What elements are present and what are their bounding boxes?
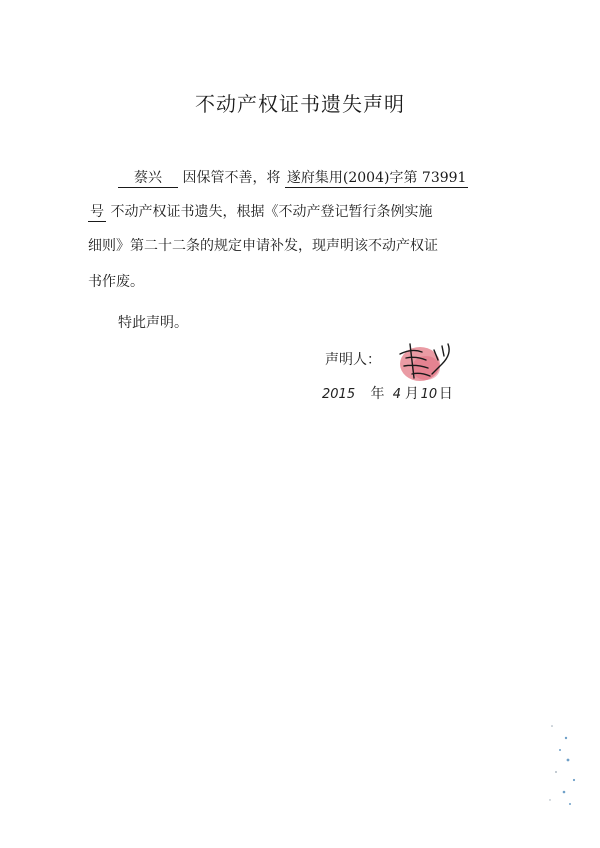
declaration-date	[322, 384, 453, 405]
paragraph-line-1	[118, 168, 468, 188]
paragraph-line-3: 细则》第二十二条的规定申请补发，现声明该不动产权证	[88, 238, 438, 254]
handwritten-signature-with-seal	[386, 334, 466, 384]
declarant-name-field: 蔡兴	[118, 169, 178, 188]
date-day-label: 日	[438, 386, 453, 402]
certificate-number-field: 遂府集用(2004)字第 73991	[286, 170, 467, 186]
closing-statement: 特此声明。	[118, 315, 188, 331]
certificate-number-tail: 号	[90, 204, 104, 220]
paragraph-line-4: 书作废。	[88, 274, 144, 290]
date-month: 4	[392, 387, 402, 402]
paragraph-text: 不动产权证书遗失，根据《不动产登记暂行条例实施	[110, 204, 433, 220]
scan-artifact-marks	[540, 720, 590, 810]
date-day: 10	[420, 387, 438, 402]
signature-label: 声明人：	[325, 352, 381, 368]
date-month-label: 月	[404, 386, 419, 402]
paragraph-line-2	[88, 202, 432, 222]
date-year: 2015	[322, 387, 356, 402]
document-title: 不动产权证书遗失声明	[195, 92, 405, 116]
date-year-label: 年	[370, 386, 385, 402]
paragraph-text: 因保管不善，将	[182, 170, 281, 186]
